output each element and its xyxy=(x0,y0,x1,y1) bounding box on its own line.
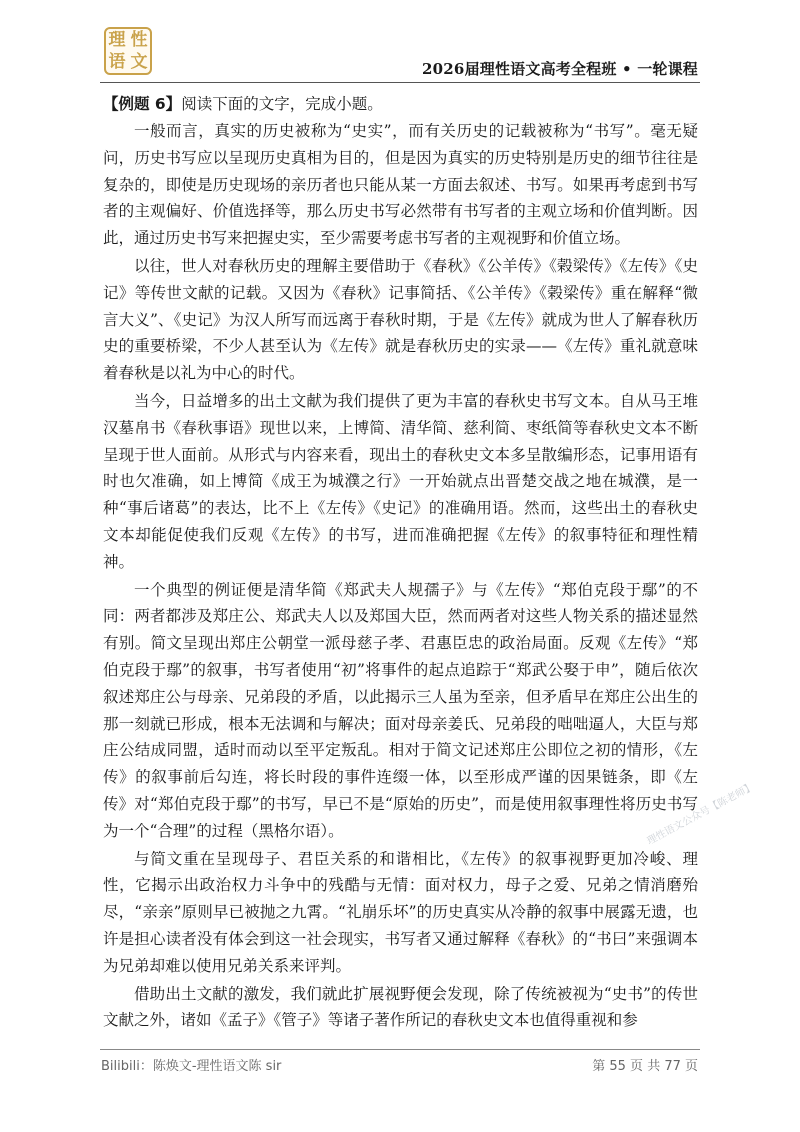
logo-char: 文 xyxy=(130,51,148,72)
paragraph: 与简文重在呈现母子、君臣关系的和谐相比，《左传》的叙事视野更加冷峻、理性，它揭示出政治权力斗争中的残酷与无情：面对权力，母子之爱、兄弟之情消磨殆尽，“亲亲”原则早已被抛之九霄。“礼崩乐坏”的历史真实从冷静的叙事中展露无遗，也许是担心读者没有体会到这一社会现实，书写者又通过解释《春秋》的“书曰”来强调本为兄弟却难以使用兄弟关系来评判。 xyxy=(103,849,698,975)
brand-logo xyxy=(104,27,152,75)
logo-char: 语 xyxy=(108,51,126,72)
header-divider xyxy=(100,82,700,83)
paragraph: 一个典型的例证便是清华简《郑武夫人规孺子》与《左传》“郑伯克段于鄢”的不同：两者都涉及郑庄公、郑武夫人以及郑国大臣，然而两者对这些人物关系的描述显然有别。简文呈现出郑庄公朝堂一派母慈子孝、君惠臣忠的政治局面。反观《左传》“郑伯克段于鄢”的叙事，书写者使用“初”将事件的起点追踪于“郑武公娶于申”，随后依次叙述郑庄公与母亲、兄弟段的矛盾，以此揭示三人虽为至亲，但矛盾早在郑庄公出生的那一刻就已形成，根本无法调和与解决；面对母亲姜氏、兄弟段的咄咄逼人，大臣与郑庄公结成同盟，适时而动以至平定叛乱。相对于简文记述郑庄公即位之初的情形，《左传》的叙事前后勾连，将长时段的事件连缀一体，以至形成严谨的因果链条，即《左传》对“郑伯克段于鄢”的书写，早已不是“原始的历史”，而是使用叙事理性将历史书写为一个“合理”的过程（黑格尔语）。 xyxy=(103,580,698,840)
logo-char: 理 xyxy=(108,29,126,50)
paragraph: 以往，世人对春秋历史的理解主要借助于《春秋》《公羊传》《榖梁传》《左传》《史记》等传世文献的记载。又因为《春秋》记事简括、《公羊传》《榖梁传》重在解释“微言大义”、《史记》为汉人所写而远离于春秋时期，于是《左传》就成为世人了解春秋历史的重要桥梁，不少人甚至认为《左传》就是春秋历史的实录——《左传》重礼就意味着春秋是以礼为中心的时代。 xyxy=(103,256,698,383)
question-heading xyxy=(103,91,698,117)
paragraph: 当今，日益增多的出土文献为我们提供了更为丰富的春秋史书写文本。自从马王堆汉墓帛书《春秋事语》现世以来，上博简、清华简、慈利简、枣纸简等春秋史文本不断呈现于世人面前。从形式与内容来看，现出土的春秋史文本多呈散编形态，记事用语有时也欠准确，如上博简《成王为城濮之行》一开始就点出晋楚交战之地在城濮，是一种“事后诸葛”的表达，比不上《左传》《史记》的准确用语。然而，这些出土的春秋史文本却能促使我们反观《左传》的书写，进而准确把握《左传》的叙事特征和理性精神。 xyxy=(103,391,698,571)
question-instruction: 阅读下面的文字，完成小题。 xyxy=(181,95,383,113)
footer-source: Bilibili：陈焕文-理性语文陈 sir xyxy=(101,1059,282,1074)
course-title: 2026届理性语文高考全程班 • 一轮课程 xyxy=(422,60,698,78)
logo-char: 性 xyxy=(130,29,148,50)
paragraph: 一般而言，真实的历史被称为“史实”，而有关历史的记载被称为“书写”。毫无疑问，历史书写应以呈现历史真相为目的，但是因为真实的历史特别是历史的细节往往是复杂的，即使是历史现场的亲历者也只能从某一方面去叙述、书写。如果再考虑到书写者的主观偏好、价值选择等，那么历史书写必然带有书写者的主观立场和价值判断。因此，通过历史书写来把握史实，至少需要考虑书写者的主观视野和价值立场。 xyxy=(103,122,698,248)
footer-divider xyxy=(100,1049,700,1050)
page-number: 第 55 页 共 77 页 xyxy=(592,1059,698,1074)
watermark: 理性语文公众号【陈老师】 xyxy=(645,781,757,848)
paragraph: 借助出土文献的激发，我们就此扩展视野便会发现，除了传统被视为“史书”的传世文献之外，诸如《孟子》《管子》等诸子著作所记的春秋史文本也值得重视和参 xyxy=(103,984,698,1030)
page-content xyxy=(103,91,698,1035)
question-tag: 【例题 6】 xyxy=(103,95,182,113)
